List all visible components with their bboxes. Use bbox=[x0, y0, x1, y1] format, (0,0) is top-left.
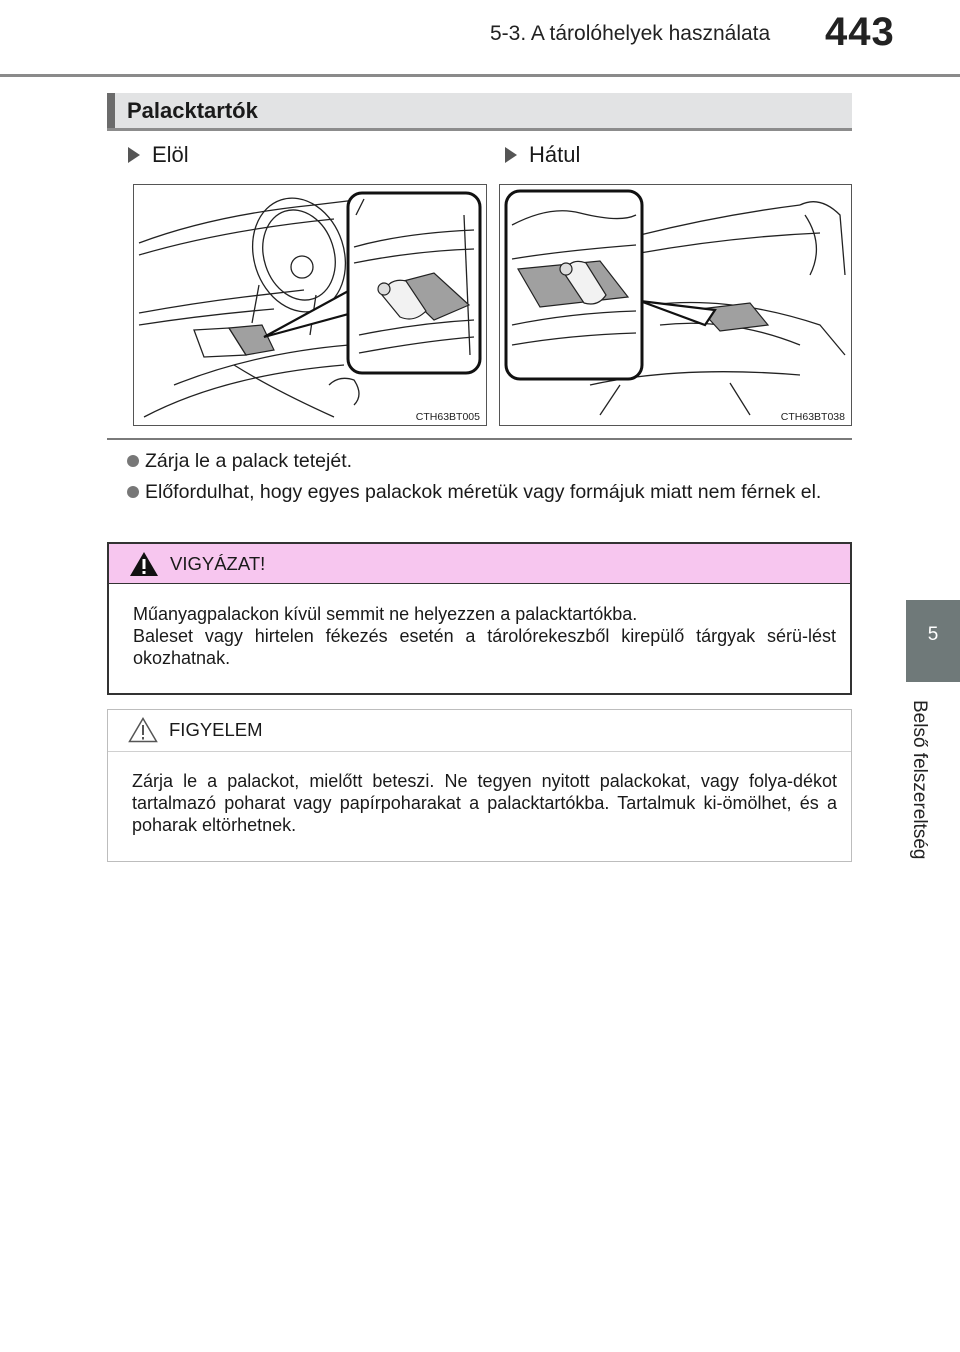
caution-body: Zárja le a palackot, mielőtt beteszi. Ne tegyen nyitott palackokat, vagy folya-dékot tartalmazó poharat vagy papírpoharakat a palacktartókba. Tartalmuk ki-ömölhet, és a poharak eltörhetnek. bbox=[132, 771, 837, 835]
figure-caption-rear bbox=[505, 142, 580, 168]
figure-code: CTH63BT005 bbox=[415, 411, 480, 423]
front-bottle-holder-illustration bbox=[133, 184, 487, 426]
warning-box bbox=[107, 542, 852, 695]
triangle-bullet-icon bbox=[505, 147, 517, 163]
round-bullet-icon bbox=[127, 455, 139, 467]
chapter-tab[interactable] bbox=[906, 600, 960, 682]
section-divider bbox=[107, 438, 852, 440]
triangle-bullet-icon bbox=[128, 147, 140, 163]
front-illustration-drawing bbox=[134, 185, 487, 426]
warning-title: VIGYÁZAT! bbox=[170, 553, 266, 574]
figure-code: CTH63BT038 bbox=[780, 411, 845, 423]
section-title: 5-3. A tárolóhelyek használata bbox=[490, 22, 771, 45]
heading-accent bbox=[107, 93, 115, 128]
caution-box bbox=[107, 709, 852, 862]
bullet-text: Zárja le a palack tetejét. bbox=[145, 450, 353, 472]
section-heading bbox=[107, 93, 852, 131]
bullet-item bbox=[127, 478, 852, 506]
page-number: 443 bbox=[825, 10, 895, 54]
bullet-text: Előfordulhat, hogy egyes palackok méretük vagy formájuk miatt nem férnek el. bbox=[145, 481, 822, 503]
caution-triangle-icon bbox=[128, 717, 158, 743]
warning-header bbox=[109, 544, 850, 584]
heading-text: Palacktartók bbox=[127, 98, 258, 123]
warning-line: Műanyagpalackon kívül semmit ne helyezzen a palacktartókba. bbox=[133, 604, 638, 624]
warning-body bbox=[133, 603, 836, 669]
header-divider bbox=[0, 74, 960, 77]
caption-text: Elöl bbox=[152, 142, 189, 167]
rear-illustration-drawing bbox=[500, 185, 852, 426]
figure-caption-front bbox=[128, 142, 189, 168]
warning-triangle-icon bbox=[129, 551, 159, 577]
round-bullet-icon bbox=[127, 486, 139, 498]
caption-text: Hátul bbox=[529, 142, 581, 167]
bullet-item bbox=[127, 447, 852, 475]
chapter-label: Belső felszereltség bbox=[909, 700, 930, 860]
warning-line: Baleset vagy hirtelen fékezés esetén a tárolórekeszből kirepülő tárgyak sérü-lést okozhatnak. bbox=[133, 626, 836, 668]
chapter-number: 5 bbox=[927, 624, 939, 645]
caution-header bbox=[108, 710, 851, 752]
caution-title: FIGYELEM bbox=[169, 719, 263, 740]
rear-bottle-holder-illustration bbox=[499, 184, 852, 426]
